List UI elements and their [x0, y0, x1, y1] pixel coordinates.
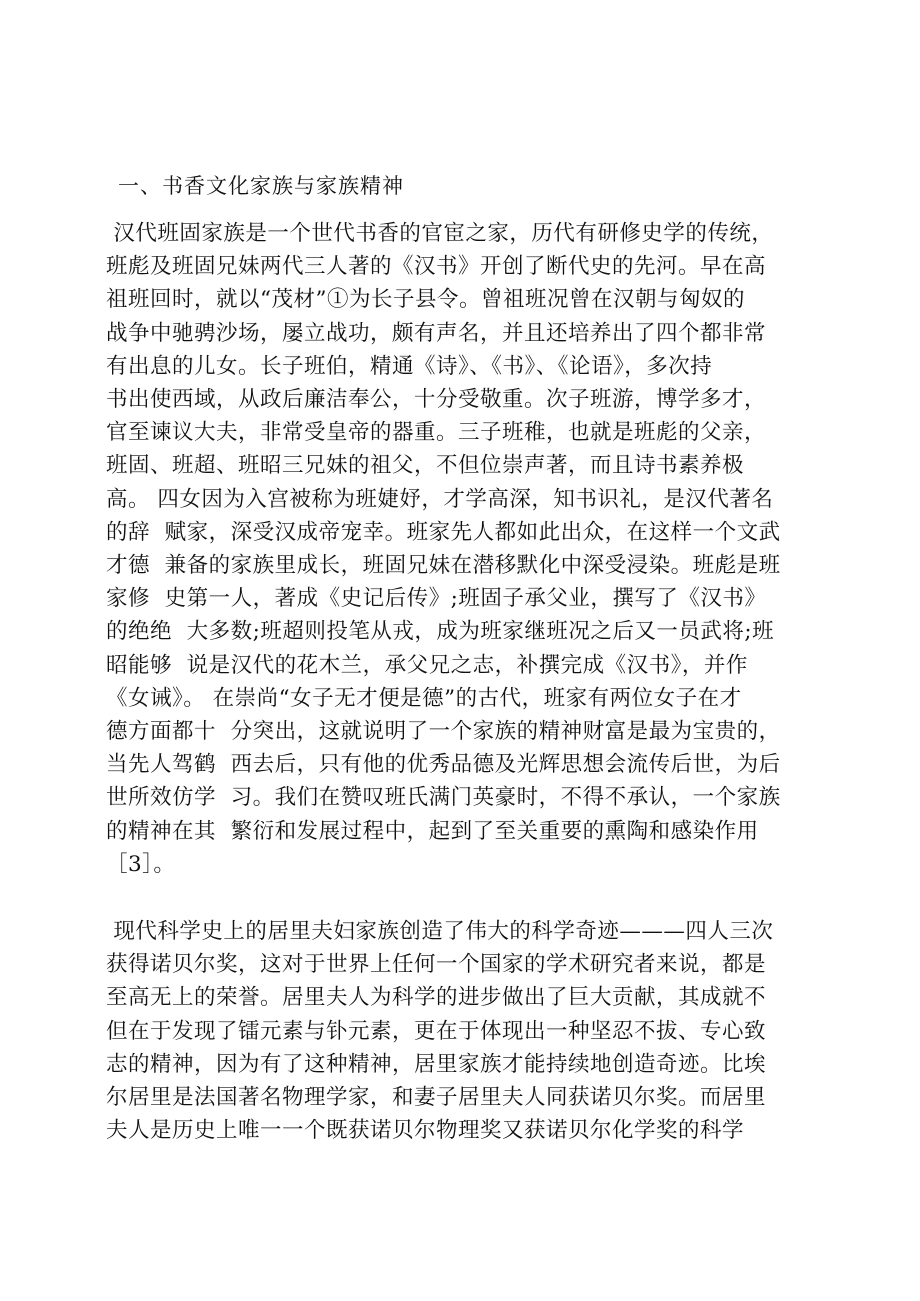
text-line: 获得诺贝尔奖，这对于世界上任何一个国家的学术研究者来说，都是 — [106, 952, 767, 978]
text-line: 的精神在其 繁衍和发展过程中，起到了至关重要的熏陶和感染作用 — [106, 818, 759, 844]
text-line: 高。 四女因为入宫被称为班婕妤，才学高深，知书识礼，是汉代著名 — [106, 486, 774, 512]
text-line: 当先人驾鹤 西去后，只有他的优秀品德及光辉思想会流传后世，为后 — [106, 752, 781, 778]
text-line: 才德 兼备的家族里成长，班固兄妹在潜移默化中深受浸染。班彪是班 — [106, 553, 781, 579]
text-line: 的辞 赋家，深受汉成帝宠幸。班家先人都如此出众，在这样一个文武 — [106, 519, 781, 545]
text-line: 昭能够 说是汉代的花木兰，承父兄之志，补撰完成《汉书》，并作 — [106, 652, 748, 678]
text-line: 世所效仿学 习。我们在赞叹班氏满门英豪时，不得不承认，一个家族 — [106, 785, 781, 811]
text-line: ［3］。 — [106, 851, 176, 877]
text-line: 官至谏议大夫，非常受皇帝的器重。三子班稚，也就是班彪的父亲， — [106, 420, 767, 446]
text-line: 战争中驰骋沙场，屡立战功，颇有声名，并且还培养出了四个都非常 — [106, 320, 767, 346]
text-line: 班彪及班固兄妹两代三人著的《汉书》开创了断代史的先河。早在高 — [106, 254, 767, 280]
text-line: 班固、班超、班昭三兄妹的祖父，不但位崇声著，而且诗书素养极 — [106, 453, 745, 479]
paragraph-ban-family — [106, 217, 818, 881]
text-line: 家修 史第一人，著成《史记后传》;班固子承父业，撰写了《汉书》 — [106, 586, 767, 612]
text-line: 志的精神，因为有了这种精神，居里家族才能持续地创造奇迹。比埃 — [106, 1051, 767, 1077]
paragraph-curie-family — [106, 915, 818, 1147]
text-line: 祖班回时，就以“茂材”①为长子县令。曾祖班况曾在汉朝与匈奴的 — [106, 287, 745, 313]
text-line: 尔居里是法国著名物理学家，和妻子居里夫人同获诺贝尔奖。而居里 — [106, 1085, 767, 1111]
text-line: 德方面都十 分突出，这就说明了一个家族的精神财富是最为宝贵的， — [106, 719, 781, 745]
text-line: 《女诫》。 在崇尚“女子无才便是德”的古代，班家有两位女子在才 — [106, 685, 742, 711]
text-line: 现代科学史上的居里夫妇家族创造了伟大的科学奇迹———四人三次 — [106, 919, 774, 944]
text-line: 的绝绝 大多数;班超则投笔从戎，成为班家继班况之后又一员武将;班 — [106, 619, 775, 645]
text-line: 有出息的儿女。长子班伯，精通《诗》、《书》、《论语》，多次持 — [106, 353, 713, 379]
text-line: 但在于发现了镭元素与钋元素，更在于体现出一种坚忍不拔、专心致 — [106, 1018, 767, 1044]
text-line: 书出使西域，从政后廉洁奉公，十分受敬重。次子班游，博学多才， — [106, 387, 767, 413]
section-heading: 一、书香文化家族与家族精神 — [118, 174, 404, 198]
text-line: 至高无上的荣誉。居里夫人为科学的进步做出了巨大贡献，其成就不 — [106, 985, 767, 1011]
text-line: 夫人是历史上唯一一个既获诺贝尔物理奖又获诺贝尔化学奖的科学 — [106, 1118, 745, 1144]
text-line: 汉代班固家族是一个世代书香的官宦之家，历代有研修史学的传统， — [106, 221, 774, 246]
